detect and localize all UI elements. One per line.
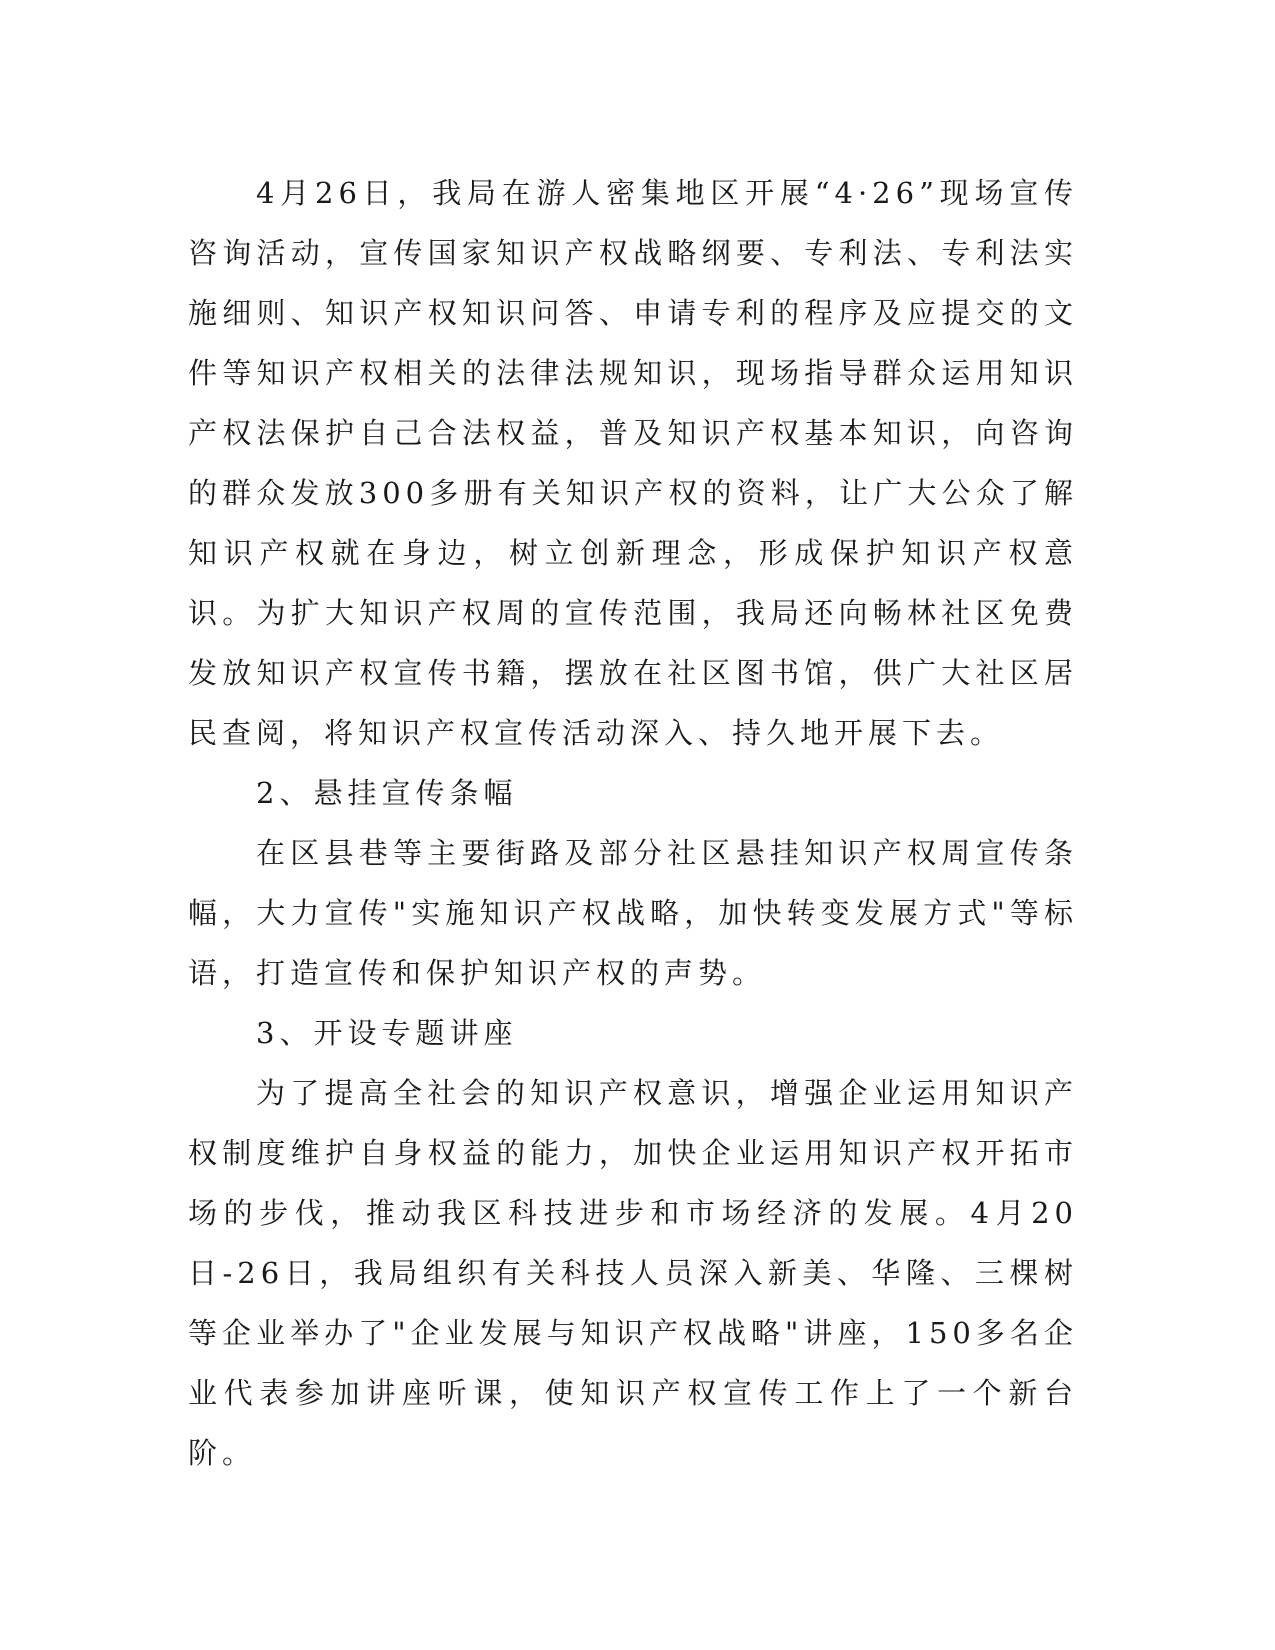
section-heading-lectures: 3、开设专题讲座 (256, 1016, 518, 1050)
document-body (188, 163, 1078, 1483)
paragraph-lectures: 为了提高全社会的知识产权意识，增强企业运用知识产权制度维护自身权益的能力，加快企业运用知识产权开拓市场的步伐，推动我区科技进步和市场经济的发展。4月20日-26日，我局组织有关科技人员深入新美、华隆、三棵树等企业举办了"企业发展与知识产权战略"讲座，150多名企业代表参加讲座听课，使知识产权宣传工作上了一个新台阶。 (188, 1076, 1078, 1470)
paragraph-banners: 在区县巷等主要街路及部分社区悬挂知识产权周宣传条幅，大力宣传"实施知识产权战略，加快转变发展方式"等标语，打造宣传和保护知识产权的声势。 (188, 836, 1078, 990)
section-heading-banners: 2、悬挂宣传条幅 (256, 776, 518, 810)
paragraph-426-campaign: 4月26日，我局在游人密集地区开展“4·26”现场宣传咨询活动，宣传国家知识产权战略纲要、专利法、专利法实施细则、知识产权知识问答、申请专利的程序及应提交的文件等知识产权相关的法律法规知识，现场指导群众运用知识产权法保护自己合法权益，普及知识产权基本知识，向咨询的群众发放300多册有关知识产权的资料，让广大公众了解知识产权就在身边，树立创新理念，形成保护知识产权意识。为扩大知识产权周的宣传范围，我局还向畅林社区免费发放知识产权宣传书籍，摆放在社区图书馆，供广大社区居民查阅，将知识产权宣传活动深入、持久地开展下去。 (188, 176, 1078, 750)
